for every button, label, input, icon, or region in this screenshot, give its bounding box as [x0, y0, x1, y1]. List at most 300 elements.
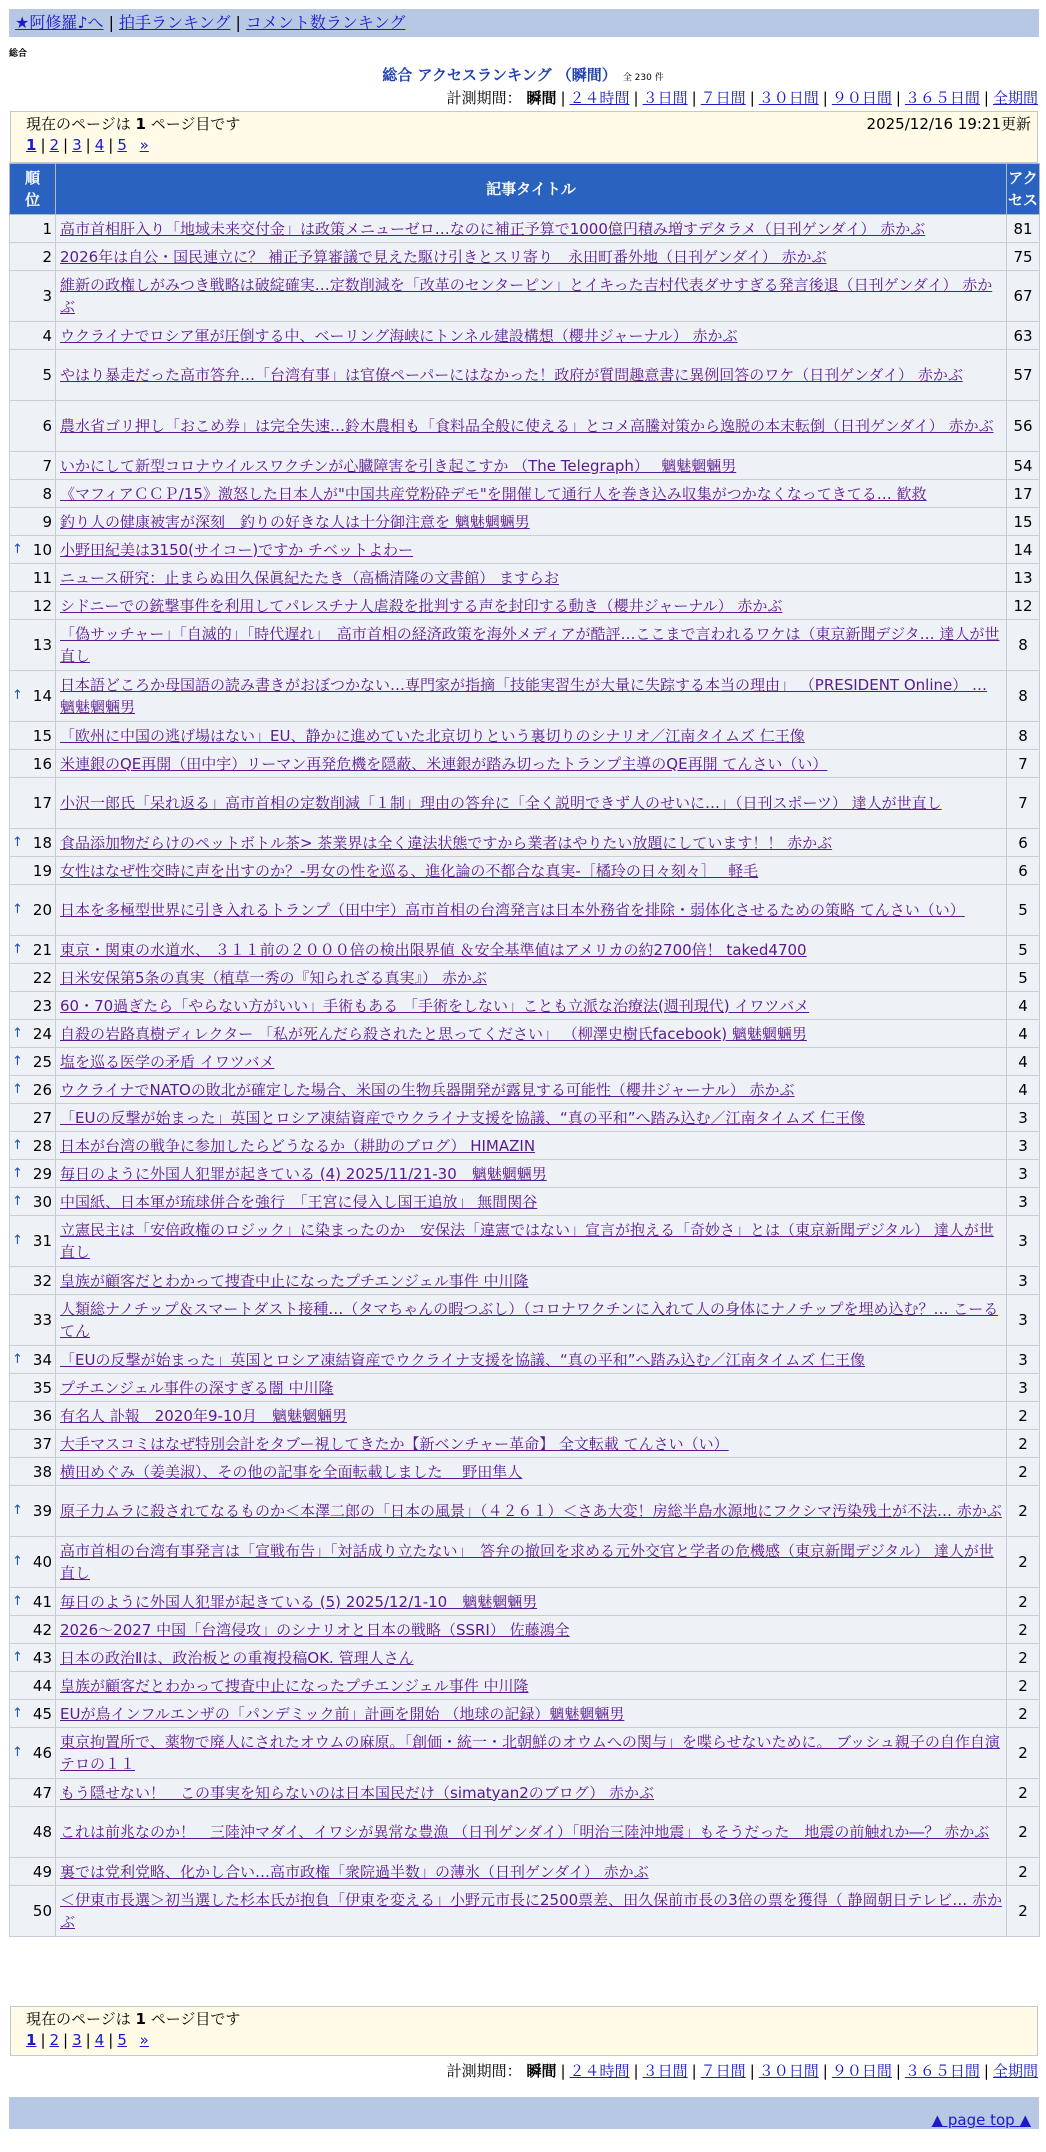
bottom-bar	[9, 2097, 1039, 2129]
article-title-link[interactable]: 2026年は自公・国民連立に？ 補正予算審議で見えた駆け引きとスリ寄り 永田町番外地（日刊ゲンダイ） 赤かぶ	[60, 247, 827, 266]
article-title-link[interactable]: 人類総ナノチップ＆スマートダスト接種…（タマちゃんの暇つぶし）（コロナワクチンに入れて人の身体にナノチップを埋め込む？… こーるてん	[60, 1300, 999, 1340]
rank-cell	[10, 564, 56, 592]
rank-number: 23	[32, 996, 52, 1015]
period-separator: |	[822, 2062, 828, 2080]
title-cell	[56, 1267, 1007, 1295]
access-count: 2	[1007, 1402, 1040, 1430]
title-cell	[56, 1458, 1007, 1486]
home-link[interactable]: ★阿修羅♪へ	[15, 13, 104, 32]
rank-number: 36	[32, 1406, 52, 1425]
rank-cell	[10, 829, 56, 857]
article-title-link[interactable]: 自殺の岩路真樹ディレクター 「私が死んだら殺されたと思ってください」 （柳澤史樹氏facebook) 魑魅魍魎男	[60, 1024, 807, 1043]
rank-number: 38	[32, 1462, 52, 1481]
article-title-link[interactable]: 日本が台湾の戦争に参加したらどうなるか（耕助のブログ） HIMAZIN	[60, 1136, 536, 1155]
updated-timestamp: 2025/12/16 19:21更新	[866, 115, 1031, 133]
table-row	[10, 1076, 1040, 1104]
article-title-link[interactable]: 農水省ゴリ押し「おこめ券」は完全失速…鈴木農相も「食料品全般に使える」とコメ高騰対策から逸脱の本末転倒（日刊ゲンダイ） 赤かぶ	[60, 417, 994, 435]
access-count: 81	[1007, 215, 1040, 243]
rank-cell	[10, 1616, 56, 1644]
title-cell	[56, 1588, 1007, 1616]
rank-up-arrow-icon: ↑	[12, 1081, 23, 1097]
rank-number: 20	[32, 901, 52, 919]
table-row	[10, 1886, 1040, 1937]
period-separator: |	[691, 2062, 697, 2080]
article-title-link[interactable]: 立憲民主は「安倍政権のロジック」に染まったのか 安保法「違憲ではない」宣言が抱える「奇妙さ」とは（東京新聞デジタル） 達人が世直し	[60, 1221, 994, 1261]
rank-up-arrow-icon: ↑	[12, 1649, 23, 1665]
article-title-link[interactable]: EUが鳥インフルエンザの「パンデミック前」計画を開始 （地球の記録）魑魅魍魎男	[60, 1704, 625, 1723]
rank-number: 24	[32, 1024, 52, 1043]
rank-up-arrow-icon: ↑	[12, 1053, 23, 1069]
table-row	[10, 480, 1040, 508]
rank-up-arrow-icon: ↑	[12, 834, 23, 850]
access-count: 5	[1007, 936, 1040, 964]
table-row	[10, 936, 1040, 964]
next-page-link[interactable]: »	[139, 2031, 149, 2049]
table-row	[10, 215, 1040, 243]
rank-number: 11	[32, 568, 52, 587]
title-cell	[56, 1886, 1007, 1937]
access-count: 7	[1007, 750, 1040, 778]
table-row	[10, 857, 1040, 885]
header-rank: 順位	[10, 164, 56, 215]
article-title-link[interactable]: 大手マスコミはなぜ特別会計をタブー視してきたか【新ベンチャー革命】 全文転載 てんさい（い）	[60, 1434, 729, 1453]
article-title-link[interactable]: 女性はなぜ性交時に声を出すのか？-男女の性を巡る、進化論の不都合な真実-［橘玲の日々刻々］ 軽毛	[60, 861, 759, 880]
page-link-3[interactable]: 3	[72, 136, 82, 154]
title-cell	[56, 1672, 1007, 1700]
rank-cell	[10, 1267, 56, 1295]
rank-cell	[10, 401, 56, 452]
period-link-3d[interactable]: ３日間	[642, 89, 688, 107]
title-cell	[56, 992, 1007, 1020]
table-row	[10, 1048, 1040, 1076]
title-cell	[56, 1779, 1007, 1807]
rank-number: 32	[32, 1271, 52, 1290]
current-page-number: 1	[135, 115, 146, 133]
rank-number: 26	[32, 1080, 52, 1099]
article-title-link[interactable]: 横田めぐみ（姜美淑）、その他の記事を全面転載しました 野田隼人	[60, 1462, 523, 1481]
table-row	[10, 1160, 1040, 1188]
article-title-link[interactable]: ＜伊東市長選＞初当選した杉本氏が抱負「伊東を変える」小野元市長に2500票差、田久保前市長の3倍の票を獲得（ 静岡朝日テレビ… 赤かぶ	[60, 1891, 1002, 1931]
title-cell	[56, 592, 1007, 620]
access-count: 3	[1007, 1160, 1040, 1188]
period-link-7d[interactable]: ７日間	[700, 89, 746, 107]
period-link-24h[interactable]: ２４時間	[569, 2062, 630, 2080]
period-separator: |	[895, 2062, 901, 2080]
article-title-link[interactable]: 日本を多極型世界に引き入れるトランプ（田中宇）高市首相の台湾発言は日本外務省を排除・弱体化させるための策略 てんさい（い）	[60, 901, 965, 919]
title-cell	[56, 480, 1007, 508]
table-row	[10, 964, 1040, 992]
table-row	[10, 620, 1040, 671]
rank-up-arrow-icon: ↑	[12, 688, 23, 703]
site-label: 総合	[9, 49, 28, 59]
period-separator: |	[895, 89, 901, 107]
title-cell	[56, 620, 1007, 671]
period-link-30d[interactable]: ３０日間	[758, 89, 819, 107]
period-link-90d[interactable]: ９０日間	[831, 2062, 892, 2080]
period-selector-top	[447, 87, 1038, 109]
rank-up-arrow-icon: ↑	[12, 1137, 23, 1153]
article-title-link[interactable]: 日米安保第5条の真実（植草一秀の『知られざる真実』） 赤かぶ	[60, 968, 487, 987]
page-link-1[interactable]: 1	[26, 2031, 37, 2049]
rank-cell	[10, 1020, 56, 1048]
article-title-link[interactable]: 60・70過ぎたら「やらない方がいい」手術もある 「手術をしない」ことも立派な治療法(週刊現代) イワツバメ	[60, 996, 810, 1015]
rank-up-arrow-icon: ↑	[12, 1503, 23, 1518]
rank-cell	[10, 1779, 56, 1807]
rank-cell	[10, 1588, 56, 1616]
period-label: 計測期間：	[446, 89, 522, 107]
table-row	[10, 1644, 1040, 1672]
article-title-link[interactable]: シドニーでの銃撃事件を利用してパレスチナ人虐殺を批判する声を封印する動き（櫻井ジャーナル） 赤かぶ	[60, 596, 783, 615]
title-cell	[56, 1346, 1007, 1374]
period-separator: |	[560, 89, 566, 107]
article-title-link[interactable]: 食品添加物だらけのペットボトル茶> 茶業界は全く違法状態ですから業者はやりたい放題にしています！！ 赤かぶ	[60, 833, 833, 852]
period-current: 瞬間	[526, 89, 557, 107]
rank-number: 29	[32, 1164, 52, 1183]
table-row	[10, 829, 1040, 857]
rank-number: 41	[32, 1592, 52, 1611]
page-link-4[interactable]: 4	[94, 2031, 105, 2049]
page-link-3[interactable]: 3	[72, 2031, 82, 2049]
rank-cell	[10, 1076, 56, 1104]
rank-number: 1	[42, 219, 52, 238]
rank-number: 45	[32, 1704, 52, 1723]
title-cell	[56, 322, 1007, 350]
title-cell	[56, 885, 1007, 936]
rank-up-arrow-icon: ↑	[12, 1705, 23, 1721]
access-count: 2	[1007, 1807, 1040, 1858]
rank-up-arrow-icon: ↑	[12, 1351, 23, 1367]
article-title-link[interactable]: 「偽サッチャー」「自滅的」「時代遅れ」 高市首相の経済政策を海外メディアが酷評…ここまで言われるワケは（東京新聞デジタ… 達人が世直し	[60, 625, 1000, 665]
rank-cell	[10, 592, 56, 620]
title-cell	[56, 750, 1007, 778]
period-separator: |	[749, 2062, 755, 2080]
title-cell	[56, 936, 1007, 964]
rank-cell	[10, 992, 56, 1020]
article-title-link[interactable]: 高市首相の台湾有事発言は「宣戦布告」「対話成り立たない」 答弁の撤回を求める元外交官と学者の危機感（東京新聞デジタル） 達人が世直し	[60, 1542, 994, 1582]
period-separator: |	[633, 89, 639, 107]
access-count: 2	[1007, 1779, 1040, 1807]
access-count: 15	[1007, 508, 1040, 536]
rank-cell	[10, 1858, 56, 1886]
page-link-5[interactable]: 5	[117, 2031, 127, 2049]
article-title-link[interactable]: 皇族が顧客だとわかって捜査中止になったプチエンジェル事件 中川隆	[60, 1271, 529, 1290]
access-count: 2	[1007, 1430, 1040, 1458]
table-row	[10, 1132, 1040, 1160]
page-link-5[interactable]: 5	[117, 136, 127, 154]
rank-number: 48	[32, 1823, 52, 1841]
page-link-1[interactable]: 1	[26, 136, 37, 154]
article-title-link[interactable]: ウクライナでNATOの敗北が確定した場合、米国の生物兵器開発が露見する可能性（櫻井ジャーナル） 赤かぶ	[60, 1080, 795, 1099]
title-cell	[56, 1160, 1007, 1188]
access-count: 2	[1007, 1458, 1040, 1486]
period-separator: |	[983, 89, 989, 107]
period-link-all[interactable]: 全期間	[992, 2062, 1038, 2080]
rank-number: 15	[32, 726, 52, 745]
access-count: 2	[1007, 1616, 1040, 1644]
article-title-link[interactable]: 有名人 訃報 2020年9-10月 魑魅魍魎男	[60, 1406, 347, 1425]
rank-cell	[10, 1430, 56, 1458]
page-info-bottom	[10, 2006, 1038, 2056]
article-title-link[interactable]: 米連銀のQE再開（田中宇）リーマン再発危機を隠蔽、米連銀が踏み切ったトランプ主導のQE再開 てんさい（い）	[60, 754, 828, 773]
table-row	[10, 243, 1040, 271]
comment-ranking-link[interactable]: コメント数ランキング	[245, 13, 406, 32]
rank-cell	[10, 1402, 56, 1430]
rank-cell	[10, 620, 56, 671]
title-cell	[56, 1104, 1007, 1132]
access-count: 3	[1007, 1346, 1040, 1374]
article-title-link[interactable]: 《マフィアＣＣＰ/15》激怒した日本人が"中国共産党粉砕デモ"を開催して通行人を巻き込み収集がつかなくなってきてる… 歓救	[60, 484, 927, 503]
clap-ranking-link[interactable]: 拍手ランキング	[118, 13, 231, 32]
rank-cell	[10, 671, 56, 722]
access-count: 13	[1007, 564, 1040, 592]
rank-number: 22	[32, 968, 52, 987]
period-link-7d[interactable]: ７日間	[700, 2062, 746, 2080]
table-row	[10, 1295, 1040, 1346]
title-cell	[56, 722, 1007, 750]
rank-up-arrow-icon: ↑	[12, 1745, 23, 1760]
rank-number: 34	[32, 1350, 52, 1369]
table-row	[10, 1616, 1040, 1644]
access-count: 67	[1007, 271, 1040, 322]
table-row	[10, 1700, 1040, 1728]
article-title-link[interactable]: 「欧州に中国の逃げ場はない」EU、静かに進めていた北京切りという裏切りのシナリオ／江南タイムズ 仁王像	[60, 726, 805, 745]
table-row	[10, 271, 1040, 322]
article-title-link[interactable]: ニュース研究：止まらぬ田久保眞紀たたき（高橋清隆の文書館） ますらお	[60, 568, 560, 587]
access-count: 2	[1007, 1886, 1040, 1937]
period-link-365d[interactable]: ３６５日間	[904, 2062, 980, 2080]
access-count: 8	[1007, 671, 1040, 722]
table-row	[10, 1728, 1040, 1779]
rank-number: 49	[32, 1862, 52, 1881]
article-title-link[interactable]: 日本語どころか母国語の読み書きがおぼつかない…専門家が指摘「技能実習生が大量に失踪する本当の理由」 （PRESIDENT Online） … 魑魅魍魎男	[60, 676, 987, 716]
table-row	[10, 1458, 1040, 1486]
article-title-link[interactable]: 東京・関東の水道水、 ３１１前の２０００倍の検出限界値 ＆安全基準値はアメリカの約2700倍！ taked4700	[60, 940, 807, 959]
article-title-link[interactable]: 毎日のように外国人犯罪が起きている (4) 2025/11/21-30 魑魅魍魎男	[60, 1164, 547, 1183]
rank-up-arrow-icon: ↑	[12, 1193, 23, 1209]
rank-number: 12	[32, 596, 52, 615]
article-title-link[interactable]: 毎日のように外国人犯罪が起きている (5) 2025/12/1-10 魑魅魍魎男	[60, 1592, 538, 1611]
rank-cell	[10, 243, 56, 271]
access-count: 3	[1007, 1132, 1040, 1160]
title-cell	[56, 1858, 1007, 1886]
title-cell	[56, 1076, 1007, 1104]
article-title-link[interactable]: 塩を巡る医学の矛盾 イワツバメ	[60, 1052, 275, 1071]
rank-number: 19	[32, 861, 52, 880]
article-title-link[interactable]: 原子力ムラに殺されてなるものか＜本澤二郎の「日本の風景」（４２６１）＜さあ大変！房総半島水源地にフクシマ汚染残土が不法… 赤かぶ	[60, 1502, 1002, 1520]
period-current: 瞬間	[526, 2062, 557, 2080]
access-count: 17	[1007, 480, 1040, 508]
access-count: 2	[1007, 1700, 1040, 1728]
article-title-link[interactable]: 釣り人の健康被害が深刻 釣りの好きな人は十分御注意を 魑魅魍魎男	[60, 512, 530, 531]
access-count: 4	[1007, 992, 1040, 1020]
page-top-link[interactable]: ▲ page top ▲	[931, 2111, 1031, 2129]
rank-number: 25	[32, 1052, 52, 1071]
rank-up-arrow-icon: ↑	[12, 1165, 23, 1181]
access-count: 3	[1007, 1104, 1040, 1132]
period-link-3d[interactable]: ３日間	[642, 2062, 688, 2080]
pagination: 1 | 2 | 3 | 4 | 5 »	[26, 136, 149, 154]
page-link-2[interactable]: 2	[49, 2031, 60, 2049]
rank-cell	[10, 857, 56, 885]
rank-number: 14	[32, 687, 52, 705]
table-row	[10, 322, 1040, 350]
period-separator: |	[822, 89, 828, 107]
article-title-link[interactable]: プチエンジェル事件の深すぎる闇 中川隆	[60, 1378, 334, 1397]
article-title-link[interactable]: 維新の政権しがみつき戦略は破綻確実…定数削減を「改革のセンターピン」とイキった吉村代表ダサすぎる発言後退（日刊ゲンダイ） 赤かぶ	[60, 276, 993, 316]
period-selector-bottom	[447, 2060, 1038, 2082]
access-count: 5	[1007, 964, 1040, 992]
next-page-link[interactable]: »	[139, 136, 149, 154]
table-row	[10, 1216, 1040, 1267]
article-title-link[interactable]: 高市首相肝入り「地域未来交付金」は政策メニューゼロ…なのに補正予算で1000億円積み増すデタラメ（日刊ゲンダイ） 赤かぶ	[60, 219, 926, 238]
rank-cell	[10, 1728, 56, 1779]
current-page-post: ページ目です	[150, 115, 241, 133]
rank-number: 21	[32, 940, 52, 959]
current-page-post: ページ目です	[150, 2010, 241, 2028]
article-title-link[interactable]: 小沢一郎氏「呆れ返る」高市首相の定数削減「１制」理由の答弁に「全く説明できず人のせいに…」（日刊スポーツ） 達人が世直し	[60, 794, 942, 812]
ranking-table	[9, 163, 1040, 1937]
table-row	[10, 592, 1040, 620]
rank-number: 40	[32, 1553, 52, 1571]
table-row	[10, 1104, 1040, 1132]
page-link-2[interactable]: 2	[49, 136, 60, 154]
title-cell	[56, 271, 1007, 322]
title-cell	[56, 452, 1007, 480]
table-row	[10, 452, 1040, 480]
article-title-link[interactable]: これは前兆なのか！ 三陸沖マダイ、イワシが異常な豊漁 （日刊ゲンダイ）「明治三陸沖地震」もそうだった 地震の前触れか―？ 赤かぶ	[60, 1823, 990, 1841]
table-row	[10, 564, 1040, 592]
rank-number: 35	[32, 1378, 52, 1397]
nav-separator: |	[235, 13, 241, 32]
rank-cell	[10, 1160, 56, 1188]
title-cell	[56, 1402, 1007, 1430]
title-cell	[56, 1216, 1007, 1267]
rank-number: 37	[32, 1434, 52, 1453]
rank-cell	[10, 1216, 56, 1267]
rank-cell	[10, 1807, 56, 1858]
article-title-link[interactable]: 裏では党利党略、化かし合い…高市政権「衆院過半数」の薄氷（日刊ゲンダイ） 赤かぶ	[60, 1862, 649, 1881]
rank-number: 9	[42, 512, 52, 531]
rank-number: 44	[32, 1676, 52, 1695]
page-info-top	[10, 111, 1038, 163]
table-row	[10, 350, 1040, 401]
title-cell	[56, 857, 1007, 885]
total-count: 全 230 件	[622, 73, 664, 83]
rank-number: 8	[42, 484, 52, 503]
rank-number: 16	[32, 754, 52, 773]
title-cell	[56, 1188, 1007, 1216]
article-title-link[interactable]: 日本の政治Ⅱは、政治板との重複投稿OK. 管理人さん	[60, 1648, 414, 1667]
article-title-link[interactable]: 東京拘置所で、薬物で廃人にされたオウムの麻原。「創価・統一・北朝鮮のオウムへの関与」を喋らせないために。 ブッシュ親子の自作自演テロの１１	[60, 1733, 1000, 1773]
period-link-24h[interactable]: ２４時間	[569, 89, 630, 107]
article-title-link[interactable]: 2026～2027 中国「台湾侵攻」のシナリオと日本の戦略（SSRI） 佐藤鴻全	[60, 1620, 570, 1639]
rank-number: 31	[32, 1232, 52, 1250]
article-title-link[interactable]: もう隠せない！ この事実を知らないのは日本国民だけ（simatyan2のブログ） 赤かぶ	[60, 1783, 655, 1802]
table-row	[10, 1374, 1040, 1402]
title-cell	[56, 1616, 1007, 1644]
title-cell	[56, 778, 1007, 829]
rank-up-arrow-icon: ↑	[12, 902, 23, 917]
period-link-30d[interactable]: ３０日間	[758, 2062, 819, 2080]
rank-cell	[10, 480, 56, 508]
period-label: 計測期間：	[446, 2062, 522, 2080]
rank-number: 7	[42, 456, 52, 475]
current-page-number: 1	[135, 2010, 146, 2028]
current-page-text-bottom	[26, 2009, 1022, 2030]
access-count: 3	[1007, 1188, 1040, 1216]
title-cell	[56, 1430, 1007, 1458]
period-separator: |	[633, 2062, 639, 2080]
title-cell	[56, 564, 1007, 592]
rank-number: 43	[32, 1648, 52, 1667]
rank-cell	[10, 1188, 56, 1216]
rank-cell	[10, 722, 56, 750]
title-cell	[56, 964, 1007, 992]
access-count: 7	[1007, 778, 1040, 829]
period-separator: |	[749, 89, 755, 107]
article-title-link[interactable]: いかにして新型コロナウイルスワクチンが心臓障害を引き起こすか （The Telegraph） 魑魅魍魎男	[60, 456, 737, 475]
period-separator: |	[560, 2062, 566, 2080]
header-title: 記事タイトル	[56, 164, 1007, 215]
access-count: 2	[1007, 1486, 1040, 1537]
rank-cell	[10, 1458, 56, 1486]
access-count: 12	[1007, 592, 1040, 620]
rank-number: 4	[42, 326, 52, 345]
pagination-bottom: 1 | 2 | 3 | 4 | 5 »	[26, 2031, 149, 2049]
period-separator: |	[691, 89, 697, 107]
rank-number: 5	[42, 366, 52, 384]
rank-cell	[10, 885, 56, 936]
access-count: 3	[1007, 1267, 1040, 1295]
title-cell	[56, 829, 1007, 857]
rank-up-arrow-icon: ↑	[12, 1554, 23, 1569]
table-row	[10, 885, 1040, 936]
article-title-link[interactable]: やはり暴走だった高市答弁…「台湾有事」は官僚ペーパーにはなかった！政府が質問趣意書に異例回答のワケ（日刊ゲンダイ） 赤かぶ	[60, 366, 963, 384]
access-count: 4	[1007, 1048, 1040, 1076]
table-row	[10, 536, 1040, 564]
article-title-link[interactable]: 中国紙、日本軍が琉球併合を強行 「王宮に侵入し国王追放」 無間関谷	[60, 1192, 538, 1211]
period-link-90d[interactable]: ９０日間	[831, 89, 892, 107]
page-link-4[interactable]: 4	[94, 136, 105, 154]
rank-cell	[10, 1700, 56, 1728]
table-row	[10, 1858, 1040, 1886]
rank-number: 3	[42, 287, 52, 305]
article-title-link[interactable]: 「EUの反撃が始まった」英国とロシア凍結資産でウクライナ支援を協議、“真の平和”へ踏み込む／江南タイムズ 仁王像	[60, 1350, 866, 1369]
title-cell	[56, 215, 1007, 243]
table-row	[10, 1672, 1040, 1700]
period-link-365d[interactable]: ３６５日間	[904, 89, 980, 107]
rank-cell	[10, 1537, 56, 1588]
page-title: 総合 アクセスランキング （瞬間）	[382, 66, 617, 84]
access-count: 54	[1007, 452, 1040, 480]
article-title-link[interactable]: ウクライナでロシア軍が圧倒する中、ベーリング海峡にトンネル建設構想（櫻井ジャーナル） 赤かぶ	[60, 326, 738, 345]
table-row	[10, 722, 1040, 750]
table-row	[10, 1188, 1040, 1216]
access-count: 63	[1007, 322, 1040, 350]
rank-cell	[10, 1374, 56, 1402]
rank-cell	[10, 1644, 56, 1672]
article-title-link[interactable]: 皇族が顧客だとわかって捜査中止になったプチエンジェル事件 中川隆	[60, 1676, 529, 1695]
table-row	[10, 992, 1040, 1020]
table-row	[10, 1430, 1040, 1458]
article-title-link[interactable]: 「EUの反撃が始まった」英国とロシア凍結資産でウクライナ支援を協議、“真の平和”へ踏み込む／江南タイムズ 仁王像	[60, 1108, 866, 1127]
rank-up-arrow-icon: ↑	[12, 1025, 23, 1041]
rank-number: 30	[32, 1192, 52, 1211]
rank-cell	[10, 1295, 56, 1346]
title-cell	[56, 401, 1007, 452]
period-link-all[interactable]: 全期間	[992, 89, 1038, 107]
article-title-link[interactable]: 小野田紀美は3150(サイコー)ですか チベットよわー	[60, 540, 413, 559]
